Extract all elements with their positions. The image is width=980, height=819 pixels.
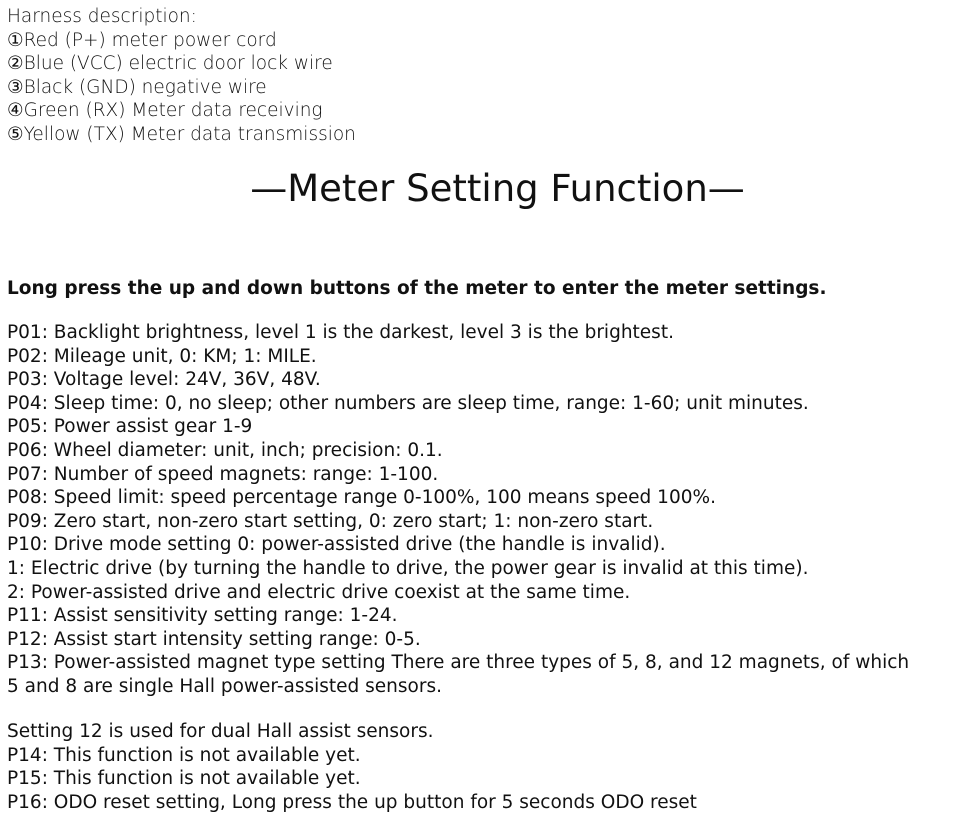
param-line: P11: Assist sensitivity setting range: 1-24. — [7, 605, 398, 627]
param-line: P04: Sleep time: 0, no sleep; other numbers are sleep time, range: 1-60; unit minutes. — [7, 392, 809, 414]
section-title: —Meter Setting Function— — [250, 167, 745, 210]
notes-list — [7, 720, 697, 814]
intro-instruction: Long press the up and down buttons of the meter to enter the meter settings. — [7, 278, 827, 299]
param-line: P09: Zero start, non-zero start setting, 0: zero start; 1: non-zero start. — [7, 510, 654, 532]
harness-line-red: ①Red (P+) meter power cord — [7, 29, 277, 51]
param-line: P03: Voltage level: 24V, 36V, 48V. — [7, 369, 321, 391]
note-line: Setting 12 is used for dual Hall assist sensors. — [7, 721, 434, 742]
note-line: P14: This function is not available yet. — [7, 744, 361, 766]
harness-heading: Harness description: — [7, 6, 197, 27]
parameter-list — [7, 321, 909, 699]
harness-line-yellow: ⑤Yellow (TX) Meter data transmission — [7, 123, 356, 145]
param-line: P02: Mileage unit, 0: KM; 1: MILE. — [7, 345, 317, 367]
param-line: P05: Power assist gear 1-9 — [7, 416, 253, 438]
param-line: P12: Assist start intensity setting range: 0-5. — [7, 628, 421, 650]
param-line: 1: Electric drive (by turning the handle to drive, the power gear is invalid at this time). — [7, 557, 809, 579]
param-line: 2: Power-assisted drive and electric drive coexist at the same time. — [7, 581, 631, 603]
param-line: P08: Speed limit: speed percentage range 0-100%, 100 means speed 100%. — [7, 487, 716, 509]
param-line: 5 and 8 are single Hall power-assisted sensors. — [7, 675, 442, 697]
param-line: P06: Wheel diameter: unit, inch; precision: 0.1. — [7, 439, 443, 461]
harness-line-black: ③Black (GND) negative wire — [7, 76, 267, 98]
param-line: P10: Drive mode setting 0: power-assisted drive (the handle is invalid). — [7, 534, 666, 556]
param-line: P01: Backlight brightness, level 1 is the darkest, level 3 is the brightest. — [7, 322, 674, 343]
harness-line-green: ④Green (RX) Meter data receiving — [7, 100, 323, 122]
harness-line-blue: ②Blue (VCC) electric door lock wire — [7, 53, 333, 75]
harness-description — [7, 5, 356, 147]
note-line: P16: ODO reset setting, Long press the up button for 5 seconds ODO reset — [7, 791, 697, 813]
note-line: P15: This function is not available yet. — [7, 768, 361, 790]
param-line: P13: Power-assisted magnet type setting There are three types of 5, 8, and 12 magnets, of which — [7, 652, 910, 674]
param-line: P07: Number of speed magnets: range: 1-100. — [7, 463, 439, 485]
